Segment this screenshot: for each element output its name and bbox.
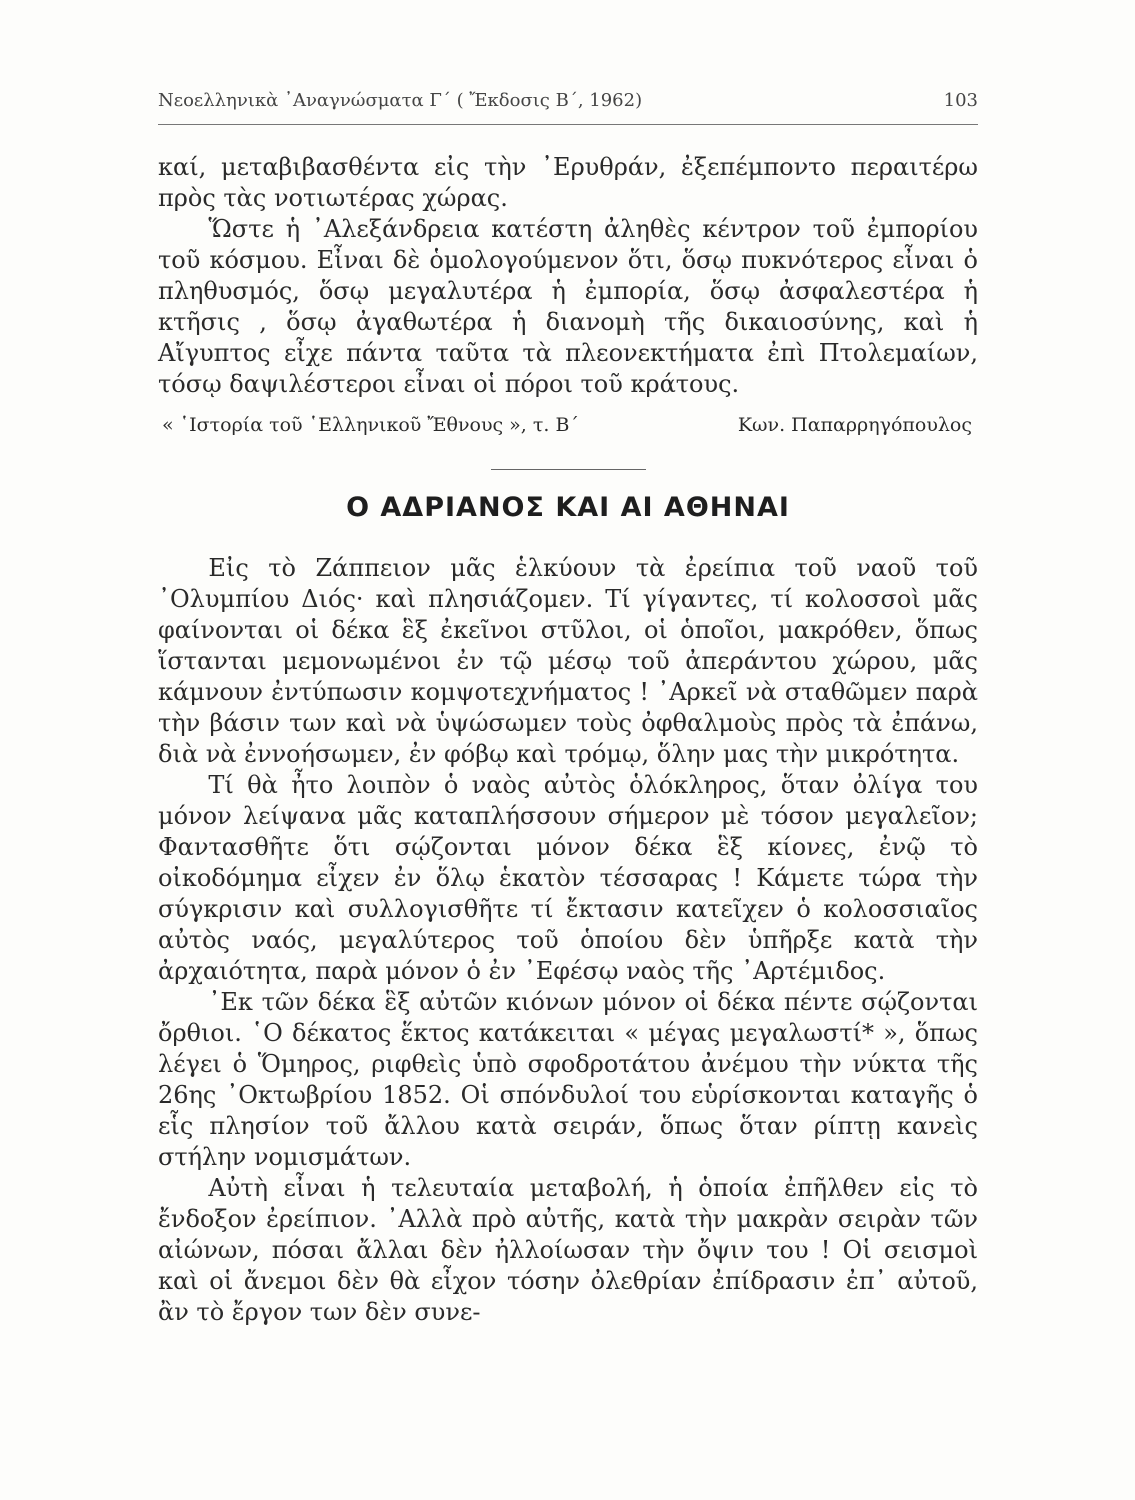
header-rule <box>158 124 978 125</box>
citation-line <box>158 410 978 441</box>
section-paragraph-2: Τί θὰ ἦτο λοιπὸν ὁ ναὸς αὐτὸς ὁλόκληρος, ὅταν ὀλίγα του μόνον λείψανα μᾶς καταπλήσσουν σήμερον μὲ τόσον μεγαλεῖον; Φαντασθῆτε ὅτι σῴζονται μόνον δέκα ἓξ κίονες, ἐνῷ τὸ οἰκοδόμημα εἶχεν ἐν ὅλῳ ἑκατὸν τέσσαρας ! Κάμετε τώρα τὴν σύγκρισιν καὶ συλλογισθῆτε τί ἔκτασιν κατεῖχεν ὁ κολοσσιαῖος αὐτὸς ναός, μεγαλύτερος τοῦ ὁποίου δὲν ὑπῆρξε κατὰ τὴν ἀρχαιότητα, παρὰ μόνον ὁ ἐν ᾽Εφέσῳ ναὸς τῆς ᾽Αρτέμιδος. <box>158 771 978 985</box>
section-paragraph-1: Εἰς τὸ Ζάππειον μᾶς ἑλκύουν τὰ ἐρείπια τοῦ ναοῦ τοῦ ᾽Ολυμπίου Διός· καὶ πλησιάζομεν. Τί γίγαντες, τί κολοσσοὶ μᾶς φαίνονται οἱ δέκα ἓξ ἐκεῖνοι στῦλοι, οἱ ὁποῖοι, μακρόθεν, ὅπως ἵστανται μεμονωμένοι ἐν τῷ μέσῳ τοῦ ἀπεράντου χώρου, μᾶς κάμνουν ἐντύπωσιν κομψοτεχνήματος ! ᾽Αρκεῖ νὰ σταθῶμεν παρὰ τὴν βάσιν των καὶ νὰ ὑψώσωμεν τοὺς ὀφθαλμοὺς πρὸς τὰ ἐπάνω, διὰ νὰ ἐννοήσωμεν, ἐν φόβῳ καὶ τρόμῳ, ὅλην μας τὴν μικρότητα. <box>158 554 978 768</box>
previous-paragraph-2: Ὥστε ἡ ᾽Αλεξάνδρεια κατέστη ἀληθὲς κέντρον τοῦ ἐμπορίου τοῦ κόσμου. Εἶναι δὲ ὁμολογούμενον ὅτι, ὅσῳ πυκνότερος εἶναι ὁ πληθυσμός, ὅσῳ μεγαλυτέρα ἡ ἐμπορία, ὅσῳ ἀσφαλεστέρα ἡ κτῆσις , ὅσῳ ἀγαθωτέρα ἡ διανομὴ τῆς δικαιοσύνης, καὶ ἡ Αἴγυπτος εἶχε πάντα ταῦτα τὰ πλεονεκτήματα ἐπὶ Πτολεμαίων, τόσῳ δαψιλέστεροι εἶναι οἱ πόροι τοῦ κράτους. <box>158 215 978 398</box>
page-body <box>158 152 978 1328</box>
section-title: Ο ΑΔΡΙΑΝΟΣ ΚΑΙ ΑΙ ΑΘΗΝΑΙ <box>346 492 790 523</box>
citation-author: Κων. Παπαρρηγόπουλος <box>737 414 972 436</box>
previous-paragraph-1: καί, μεταβιβασθέντα εἰς τὴν ᾽Ερυθράν, ἐξεπέμποντο περαιτέρω πρὸς τὰς νοτιωτέρας χώρας. <box>158 153 978 212</box>
section-paragraph-4: Αὐτὴ εἶναι ἡ τελευταία μεταβολή, ἡ ὁποία ἐπῆλθεν εἰς τὸ ἔνδοξον ἐρείπιον. ᾽Αλλὰ πρὸ αὐτῆς, κατὰ τὴν μακρὰν σειρὰν τῶν αἰώνων, πόσαι ἄλλαι δὲν ἠλλοίωσαν τὴν ὄψιν του ! Οἱ σεισμοὶ καὶ οἱ ἄνεμοι δὲν θὰ εἶχον τόσην ὀλεθρίαν ἐπίδρασιν ἐπ᾽ αὐτοῦ, ἂν τὸ ἔργον των δὲν συνε- <box>158 1174 978 1326</box>
section-paragraph-3: ᾽Εκ τῶν δέκα ἓξ αὐτῶν κιόνων μόνον οἱ δέκα πέντε σῴζονται ὄρθιοι. ῾Ο δέκατος ἕκτος κατάκειται « μέγας μεγαλωστί* », ὅπως λέγει ὁ Ὅμηρος, ριφθεὶς ὑπὸ σφοδροτάτου ἀνέμου τὴν νύκτα τῆς 26ης ᾽Οκτωβρίου 1852. Οἱ σπόνδυλοί του εὑρίσκονται καταγῆς ὁ εἷς πλησίον τοῦ ἄλλου κατὰ σειράν, ὅπως ὅταν ρίπτῃ κανεὶς στήλην νομισμάτων. <box>158 988 978 1171</box>
running-title: Νεοελληνικὰ ᾽Αναγνώσματα Γ΄ ( Ἔκδοσις Β΄, 1962) <box>158 90 643 111</box>
running-header <box>158 90 978 111</box>
section-divider <box>491 469 646 470</box>
citation-source: « ῾Ιστορία τοῦ ῾Ελληνικοῦ Ἔθνους », τ. Β΄ <box>162 414 579 436</box>
page-number: 103 <box>943 90 978 111</box>
